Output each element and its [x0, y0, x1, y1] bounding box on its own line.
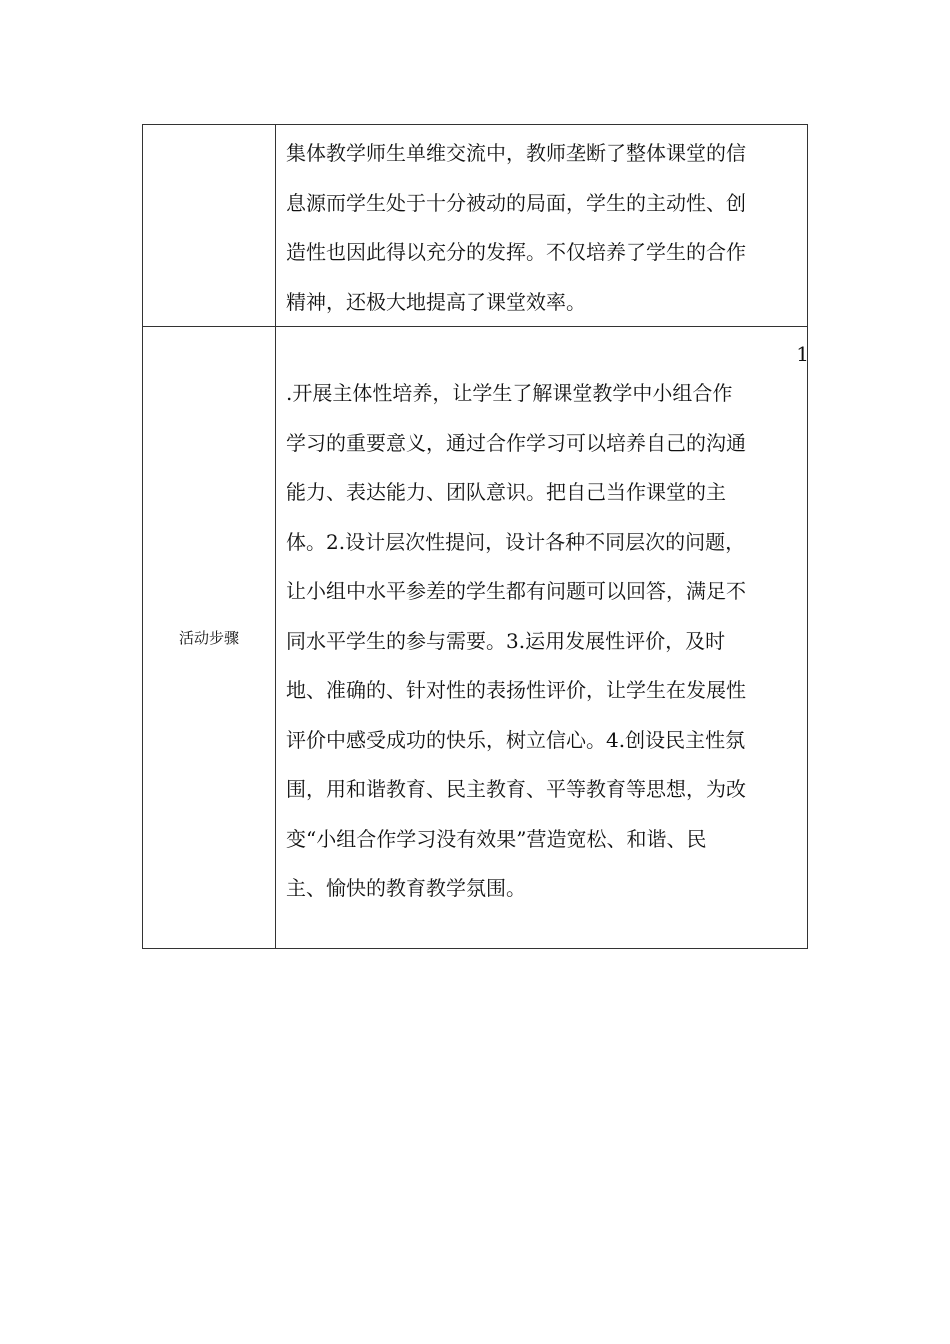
step-number: 1 — [796, 342, 809, 366]
table-row — [143, 326, 807, 948]
activity-table — [142, 124, 808, 949]
text-line: 造性也因此得以充分的发挥。不仅培养了学生的合作 — [286, 240, 746, 264]
activity-steps-label: 活动步骤 — [143, 327, 276, 948]
text-line: .开展主体性培养，让学生了解课堂教学中小组合作 — [286, 381, 733, 405]
text-line: 学习的重要意义，通过合作学习可以培养自己的沟通 — [286, 430, 746, 455]
text-line: 让小组中水平参差的学生都有问题可以回答，满足不 — [286, 579, 746, 603]
steps-paragraph — [286, 369, 799, 914]
text-line: 地、准确的、针对性的表扬性评价，让学生在发展性 — [286, 678, 746, 702]
text-line: 变“小组合作学习没有效果”营造宽松、和谐、民 — [286, 826, 707, 851]
text-line: 集体教学师生单维交流中，教师垄断了整体课堂的信 — [286, 141, 746, 165]
text-line: 同水平学生的参与需要。3.运用发展性评价，及时 — [286, 628, 726, 653]
row-content — [276, 125, 807, 326]
text-line: 围，用和谐教育、民主教育、平等教育等思想，为改 — [286, 777, 746, 801]
text-line: 能力、表达能力、团队意识。把自己当作课堂的主 — [286, 480, 726, 504]
text-line: 息源而学生处于十分被动的局面，学生的主动性、创 — [286, 190, 746, 215]
text-line: 体。2.设计层次性提问，设计各种不同层次的问题， — [286, 529, 746, 554]
table-row — [143, 125, 807, 326]
row-label — [143, 125, 276, 326]
text-line: 评价中感受成功的快乐，树立信心。4.创设民主性氛 — [286, 727, 746, 752]
activity-steps-content — [276, 327, 807, 948]
text-line: 主、愉快的教育教学氛围。 — [286, 876, 526, 900]
text-line: 精神，还极大地提高了课堂效率。 — [286, 289, 586, 314]
